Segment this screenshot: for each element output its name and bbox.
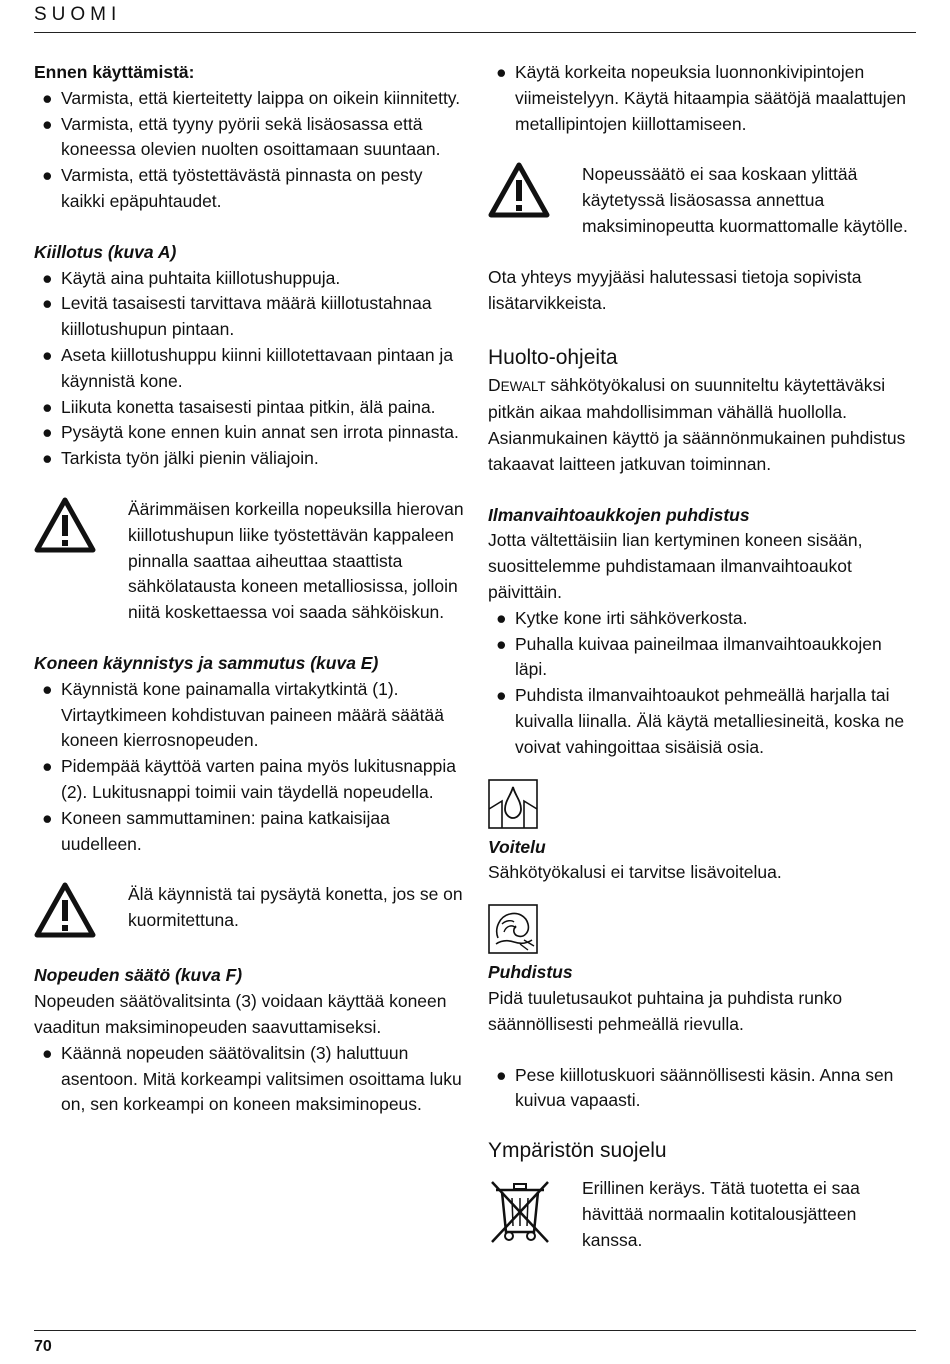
load-warning-text: Älä käynnistä tai pysäytä konetta, jos se on kuormitettuna. bbox=[128, 884, 463, 931]
bullet-icon: ● bbox=[42, 165, 53, 186]
warning-triangle-icon bbox=[34, 882, 100, 938]
page-number: 70 bbox=[34, 1338, 52, 1355]
environment-block bbox=[488, 1176, 918, 1253]
list-item: ● Käytä aina puhtaita kiillotushuppuja. bbox=[34, 266, 470, 292]
left-column bbox=[34, 60, 470, 1118]
warning-triangle-icon bbox=[34, 497, 100, 553]
speed-warning bbox=[488, 162, 918, 239]
list-item: ● Käytä korkeita nopeuksia luonnonkivipintojen viimeistelyyn. Käytä hitaampia säätöjä maalattujen metallipintojen kiillottamiseen. bbox=[496, 62, 907, 134]
cleaning-cloth-icon bbox=[488, 904, 918, 954]
speed-warning-text: Nopeussäätö ei saa koskaan ylittää käytetyssä lisäosassa annettua maksiminopeutta kuormattomalle käytölle. bbox=[582, 164, 908, 236]
bullet-icon: ● bbox=[42, 448, 53, 469]
switching-list bbox=[34, 677, 470, 858]
bullet-icon: ● bbox=[42, 293, 53, 314]
list-item: ● Pidempää käyttöä varten paina myös lukitusnappia (2). Lukitusnappi toimii vain täydellä nopeudella. bbox=[42, 756, 456, 802]
brand-initial: D bbox=[488, 375, 501, 396]
maintenance-text: DEWALT sähkötyökalusi on suunniteltu käytettäväksi pitkän aikaa mahdollisimman vähällä huollolla. Asianmukainen käyttö ja säännönmukainen puhdistus takaavat laitteen jatkuvan toiminnan. bbox=[488, 375, 906, 474]
bullet-icon: ● bbox=[496, 62, 507, 82]
before-use-heading: Ennen käyttämistä: bbox=[34, 62, 195, 82]
contact-text: Ota yhteys myyjääsi halutessasi tietoja sopivista lisätarvikkeista. bbox=[488, 266, 862, 313]
lubrication-heading: Voitelu bbox=[488, 836, 546, 857]
bullet-icon: ● bbox=[42, 678, 53, 699]
bullet-icon: ● bbox=[42, 756, 53, 777]
vent-cleaning-heading: Ilmanvaihtoaukkojen puhdistus bbox=[488, 504, 750, 525]
list-item: ● Pese kiillotuskuori säännöllisesti käsin. Anna sen kuivua vapaasti. bbox=[496, 1064, 894, 1111]
static-warning-text: Äärimmäisen korkeilla nopeuksilla hierovan kiillotushupun liike työstettävän kappaleen pinnalla saattaa aiheuttaa staattista sähkölatausta koneen metalliosissa, jolloin niitä koskettaessa voi saada sähköiskun. bbox=[128, 498, 464, 623]
bullet-icon: ● bbox=[42, 344, 53, 365]
list-item: ● Aseta kiillotushuppu kiinni kiillotettavaan pintaan ja käynnistä kone. bbox=[42, 344, 454, 391]
before-use-list bbox=[34, 86, 470, 215]
load-warning bbox=[34, 882, 470, 938]
environment-text: Erillinen keräys. Tätä tuotetta ei saa hävittää normaalin kotitalousjätteen kanssa. bbox=[582, 1178, 860, 1250]
bullet-icon: ● bbox=[496, 685, 507, 706]
list-item: ● Tarkista työn jälki pienin väliajoin. bbox=[34, 446, 470, 472]
bullet-icon: ● bbox=[496, 633, 507, 654]
list-item: ● Koneen sammuttaminen: paina katkaisijaa uudelleen. bbox=[42, 807, 390, 854]
list-item: ● Pysäytä kone ennen kuin annat sen irrota pinnasta. bbox=[34, 420, 470, 446]
header-rule bbox=[34, 32, 916, 33]
footer-rule bbox=[34, 1330, 916, 1331]
list-item: ● Kytke kone irti sähköverkosta. bbox=[488, 606, 918, 632]
bullet-icon: ● bbox=[42, 422, 53, 443]
list-item: ● Varmista, että tyyny pyörii sekä lisäosassa että koneessa olevien nuolten osoittamaan suuntaan. bbox=[42, 113, 441, 160]
speed-heading: Nopeuden säätö (kuva F) bbox=[34, 965, 243, 986]
bullet-icon: ● bbox=[42, 396, 53, 417]
list-item: ● Käynnistä kone painamalla virtakytkintä (1). Virtaytkimeen kohdistuvan paineen määrä säätää koneen kierrosnopeuden. bbox=[42, 678, 444, 751]
list-item: ● Puhalla kuivaa paineilmaa ilmanvaihtoaukkojen läpi. bbox=[496, 633, 882, 680]
bullet-icon: ● bbox=[496, 607, 507, 628]
vent-cleaning-list bbox=[488, 606, 918, 761]
list-item: ● Varmista, että työstettävästä pinnasta on pesty kaikki epäpuhtaudet. bbox=[42, 165, 423, 211]
list-item: ● Käännä nopeuden säätövalitsin (3) haluttuun asentoon. Mitä korkeampi valitsimen osoittama luku on, sen korkeampi on koneen maksiminopeus. bbox=[42, 1042, 462, 1115]
static-warning bbox=[34, 497, 470, 626]
cleaning-text: Pidä tuuletusaukot puhtaina ja puhdista runko säännöllisesti pehmeällä rievulla. bbox=[488, 987, 843, 1034]
bullet-icon: ● bbox=[42, 87, 53, 108]
cleaning-heading: Puhdistus bbox=[488, 962, 573, 983]
bullet-icon: ● bbox=[42, 807, 53, 828]
cleaning-list bbox=[488, 1063, 918, 1115]
list-item: ● Levitä tasaisesti tarvittava määrä kiillotustahnaa kiillotushupun pintaan. bbox=[42, 293, 432, 340]
speed-tips-list bbox=[488, 60, 918, 137]
polishing-heading: Kiillotus (kuva A) bbox=[34, 241, 177, 262]
vent-cleaning-intro: Jotta vältettäisiin lian kertyminen koneen sisään, suosittelemme puhdistamaan ilmanvaihtoaukot päivittäin. bbox=[488, 530, 863, 602]
list-item: ● Varmista, että kierteitetty laippa on oikein kiinnitetty. bbox=[34, 86, 470, 112]
speed-list bbox=[34, 1041, 470, 1118]
warning-triangle-icon bbox=[488, 162, 554, 218]
switching-heading: Koneen käynnistys ja sammutus (kuva E) bbox=[34, 652, 379, 673]
environment-heading: Ympäristön suojelu bbox=[488, 1139, 667, 1163]
bullet-icon: ● bbox=[42, 1042, 53, 1063]
bullet-icon: ● bbox=[496, 1064, 507, 1085]
bullet-icon: ● bbox=[42, 113, 53, 134]
list-item: ● Liikuta konetta tasaisesti pintaa pitkin, älä paina. bbox=[34, 395, 470, 421]
list-item: ● Puhdista ilmanvaihtoaukot pehmeällä harjalla tai kuivalla liinalla. Älä käytä metalliesineitä, koska ne voivat vahingoittaa sisäisiä osia. bbox=[496, 685, 905, 757]
oil-drop-icon bbox=[488, 779, 918, 829]
speed-intro: Nopeuden säätövalitsinta (3) voidaan käyttää koneen vaaditun maksiminopeuden saavuttamiseksi. bbox=[34, 991, 447, 1037]
maintenance-heading: Huolto-ohjeita bbox=[488, 346, 618, 370]
crossed-bin-icon bbox=[488, 1178, 552, 1252]
brand-rest: EWALT bbox=[500, 379, 546, 395]
right-column bbox=[488, 60, 918, 1254]
bullet-icon: ● bbox=[42, 267, 53, 288]
polishing-list bbox=[34, 266, 470, 472]
lubrication-text: Sähkötyökalusi ei tarvitse lisävoitelua. bbox=[488, 862, 782, 883]
language-header: SUOMI bbox=[34, 4, 122, 25]
